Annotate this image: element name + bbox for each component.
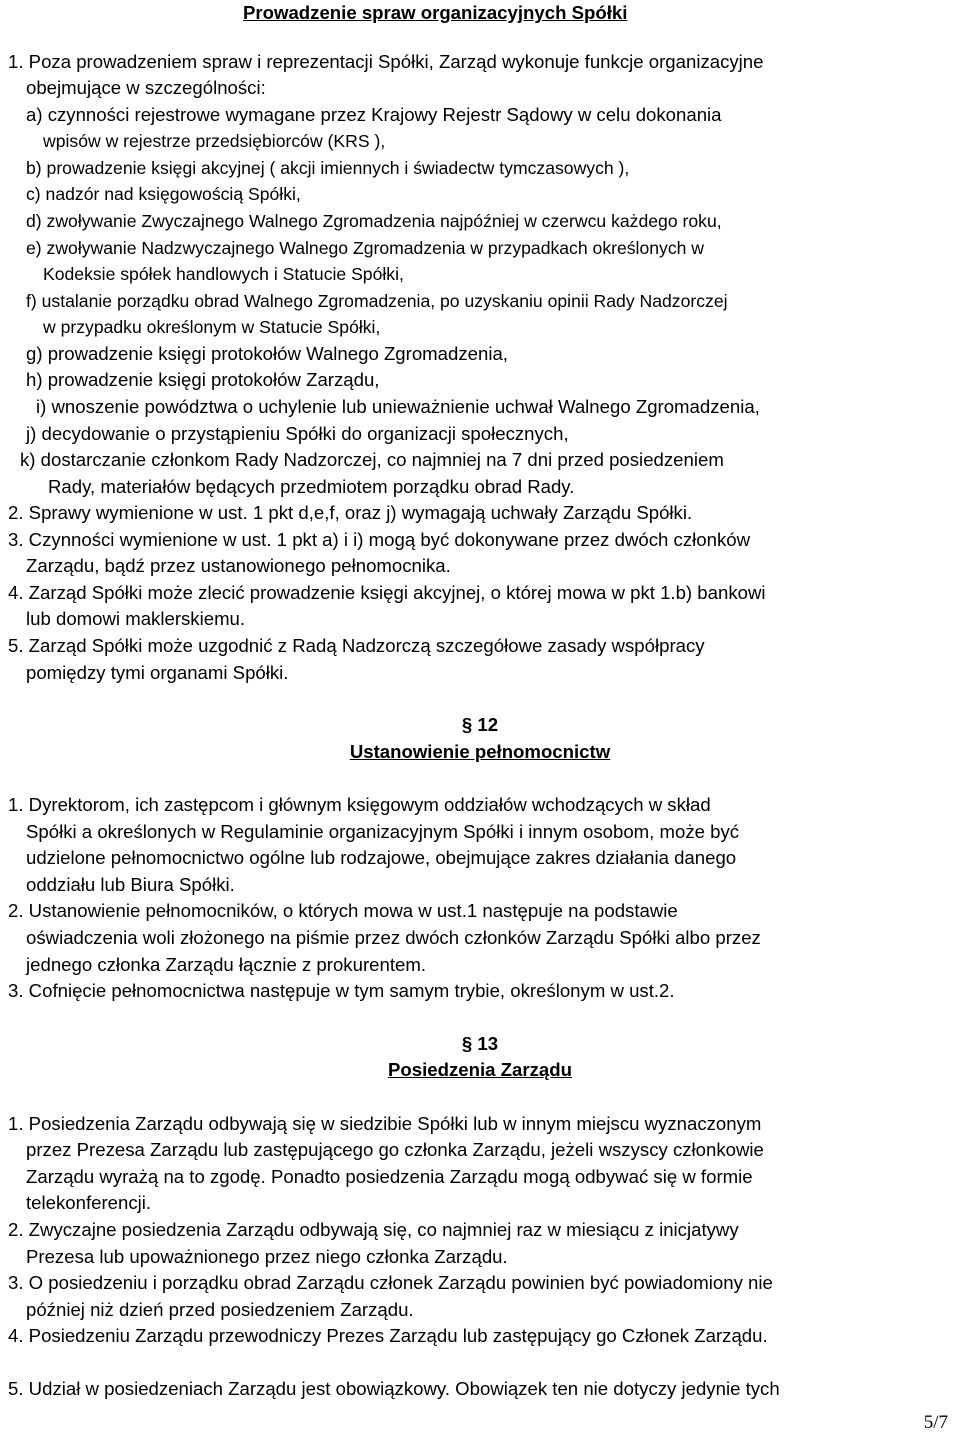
page-title: Prowadzenie spraw organizacyjnych Spółki: [243, 2, 628, 23]
item-j: j) decydowanie o przystąpieniu Spółki do organizacji społecznych,: [26, 423, 569, 444]
item-a-line-1: a) czynności rejestrowe wymagane przez Krajowy Rejestr Sądowy w celu dokonania: [26, 104, 722, 125]
section-12-heading: Ustanowienie pełnomocnictw: [349, 741, 611, 762]
item-b: b) prowadzenie księgi akcyjnej ( akcji imiennych i świadectw tymczasowych ),: [26, 158, 630, 178]
paragraph-3-line-1: 3. Czynności wymienione w ust. 1 pkt a) i i) mogą być dokonywane przez dwóch członków: [8, 529, 751, 550]
s13-paragraph-4: 4. Posiedzeniu Zarządu przewodniczy Prezes Zarządu lub zastępujący go Członek Zarządu.: [8, 1325, 768, 1346]
s12-paragraph-1-line-1: 1. Dyrektorom, ich zastępcom i głównym księgowym oddziałów wchodzących w skład: [8, 794, 711, 815]
s13-paragraph-3-line-1: 3. O posiedzeniu i porządku obrad Zarządu członek Zarządu powinien być powiadomiony nie: [8, 1272, 773, 1293]
s13-paragraph-3-line-2: później niż dzień przed posiedzeniem Zarządu.: [26, 1299, 414, 1320]
item-c: c) nadzór nad księgowością Spółki,: [26, 184, 301, 204]
item-f-line-2: w przypadku określonym w Statucie Spółki,: [43, 317, 381, 337]
s12-paragraph-2-line-1: 2. Ustanowienie pełnomocników, o których mowa w ust.1 następuje na podstawie: [8, 900, 678, 921]
item-e-line-1: e) zwoływanie Nadzwyczajnego Walnego Zgromadzenia w przypadkach określonych w: [26, 238, 705, 258]
s13-paragraph-5: 5. Udział w posiedzeniach Zarządu jest obowiązkowy. Obowiązek ten nie dotyczy jedynie tych: [8, 1378, 780, 1399]
paragraph-5-line-2: pomiędzy tymi organami Spółki.: [26, 662, 289, 683]
s13-paragraph-2-line-1: 2. Zwyczajne posiedzenia Zarządu odbywają się, co najmniej raz w miesiącu z inicjatywy: [8, 1219, 739, 1240]
paragraph-2: 2. Sprawy wymienione w ust. 1 pkt d,e,f, oraz j) wymagają uchwały Zarządu Spółki.: [8, 502, 693, 523]
section-12-number: § 12: [461, 714, 499, 735]
section-13-number: § 13: [461, 1033, 499, 1054]
s13-paragraph-1-line-3: Zarządu wyrażą na to zgodę. Ponadto posiedzenia Zarządu mogą odbywać się w formie: [26, 1166, 753, 1187]
s12-paragraph-2-line-2: oświadczenia woli złożonego na piśmie przez dwóch członków Zarządu Spółki albo przez: [26, 927, 761, 948]
item-a-line-2: wpisów w rejestrze przedsiębiorców (KRS ),: [43, 131, 386, 151]
s12-paragraph-2-line-3: jednego członka Zarządu łącznie z prokurentem.: [26, 954, 426, 975]
item-i: i) wnoszenie powództwa o uchylenie lub unieważnienie uchwał Walnego Zgromadzenia,: [36, 396, 760, 417]
s13-paragraph-1-line-2: przez Prezesa Zarządu lub zastępującego go członka Zarządu, jeżeli wszyscy członkowie: [26, 1139, 764, 1160]
s12-paragraph-1-line-3: udzielone pełnomocnictwo ogólne lub rodzajowe, obejmujące zakres działania danego: [26, 847, 737, 868]
paragraph-4-line-1: 4. Zarząd Spółki może zlecić prowadzenie księgi akcyjnej, o której mowa w pkt 1.b) bankowi: [8, 582, 766, 603]
page-number: 5/7: [923, 1412, 948, 1433]
section-13-heading-wrap: [0, 1057, 960, 1084]
paragraph-4-line-2: lub domowi maklerskiemu.: [26, 608, 246, 629]
item-f-line-1: f) ustalanie porządku obrad Walnego Zgromadzenia, po uzyskaniu opinii Rady Nadzorczej: [26, 291, 728, 311]
item-k-line-1: k) dostarczanie członkom Rady Nadzorczej, co najmniej na 7 dni przed posiedzeniem: [20, 449, 724, 470]
paragraph-1-line-2: obejmujące w szczególności:: [26, 77, 266, 98]
s12-paragraph-1-line-4: oddziału lub Biura Spółki.: [26, 874, 235, 895]
s12-paragraph-3: 3. Cofnięcie pełnomocnictwa następuje w tym samym trybie, określonym w ust.2.: [8, 980, 675, 1001]
item-g: g) prowadzenie księgi protokołów Walnego Zgromadzenia,: [26, 343, 508, 364]
item-e-line-2: Kodeksie spółek handlowych i Statucie Spółki,: [43, 264, 404, 284]
s13-paragraph-1-line-4: telekonferencji.: [26, 1192, 152, 1213]
section-13-heading: Posiedzenia Zarządu: [388, 1059, 572, 1080]
paragraph-5-line-1: 5. Zarząd Spółki może uzgodnić z Radą Nadzorczą szczegółowe zasady współpracy: [8, 635, 705, 656]
s13-paragraph-1-line-1: 1. Posiedzenia Zarządu odbywają się w siedzibie Spółki lub w innym miejscu wyznaczonym: [8, 1113, 762, 1134]
item-d: d) zwoływanie Zwyczajnego Walnego Zgromadzenia najpóźniej w czerwcu każdego roku,: [26, 211, 722, 231]
item-h: h) prowadzenie księgi protokołów Zarządu,: [26, 369, 380, 390]
paragraph-3-line-2: Zarządu, bądź przez ustanowionego pełnomocnika.: [26, 555, 451, 576]
s13-paragraph-2-line-2: Prezesa lub upoważnionego przez niego członka Zarządu.: [26, 1246, 508, 1267]
s12-paragraph-1-line-2: Spółki a określonych w Regulaminie organizacyjnym Spółki i innym osobom, może być: [26, 821, 740, 842]
section-12-heading-wrap: [0, 739, 960, 766]
paragraph-1-line-1: 1. Poza prowadzeniem spraw i reprezentacji Spółki, Zarząd wykonuje funkcje organizacyjne: [8, 51, 764, 72]
item-k-line-2: Rady, materiałów będących przedmiotem porządku obrad Rady.: [48, 476, 575, 497]
